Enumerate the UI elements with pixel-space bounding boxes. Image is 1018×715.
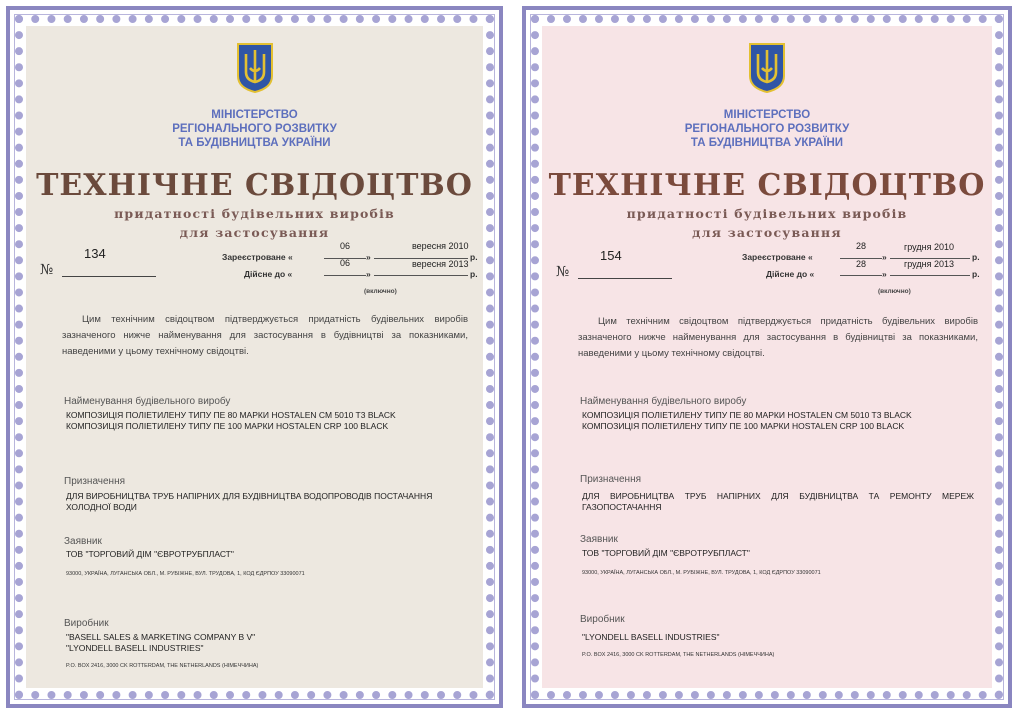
valid-month-year: вересня 2013 [412, 259, 469, 269]
ukraine-trident-emblem-icon [748, 42, 786, 94]
inclusive-note: (включно) [364, 288, 397, 295]
number-underline [62, 276, 156, 277]
inclusive-note: (включно) [878, 288, 911, 295]
purpose-line: ХОЛОДНОЇ ВОДИ [66, 502, 137, 512]
valid-label: Дійсне до « [766, 269, 815, 279]
valid-day-underline [840, 275, 882, 276]
year-suffix: р. [470, 252, 478, 262]
manufacturer-address: P.O. BOX 2416, 3000 CK ROTTERDAM, THE NETHERLANDS (НІМЕЧЧИНА) [66, 663, 259, 669]
ministry-line: РЕГІОНАЛЬНОГО РОЗВИТКУ [684, 123, 850, 135]
quote-mark: » [366, 252, 371, 262]
number-label: № [556, 264, 570, 280]
quote-mark: » [366, 269, 371, 279]
purpose-line: ДЛЯ ВИРОБНИЦТВА ТРУБ НАПІРНИХ ДЛЯ БУДІВНИЦТВА ВОДОПРОВОДІВ ПОСТАЧАННЯ [66, 491, 433, 501]
purpose-text [66, 491, 432, 513]
certificate-right [522, 6, 1012, 708]
manufacturer-heading: Виробник [580, 614, 625, 625]
manufacturer-heading: Виробник [64, 618, 109, 629]
ukraine-trident-emblem-icon [236, 42, 274, 94]
ministry-line: ТА БУДІВНИЦТВА УКРАЇНИ [178, 137, 331, 149]
product-heading: Найменування будівельного виробу [580, 396, 747, 407]
certificate-title: ТЕХНІЧНЕ СВІДОЦТВО [548, 168, 986, 203]
purpose-text [582, 491, 974, 513]
valid-date-underline [890, 275, 970, 276]
quote-mark: » [882, 269, 887, 279]
number-label: № [40, 262, 54, 278]
registered-day: 06 [340, 241, 351, 251]
product-line: КОМПОЗИЦІЯ ПОЛІЕТИЛЕНУ ТИПУ ПЕ 80 МАРКИ HOSTALEN CM 5010 T3 BLACK [582, 410, 912, 420]
product-line: КОМПОЗИЦІЯ ПОЛІЕТИЛЕНУ ТИПУ ПЕ 100 МАРКИ HOSTALEN CRP 100 BLACK [582, 421, 905, 431]
registered-label: Зареєстроване « [222, 252, 293, 262]
applicant-heading: Заявник [64, 536, 102, 547]
manufacturer-names [582, 632, 720, 643]
registered-day: 28 [856, 241, 867, 251]
ministry-name [542, 108, 992, 150]
certificate-paper [26, 26, 483, 688]
quote-mark: » [882, 252, 887, 262]
certificate-subtitle: придатності будівельних виробів [114, 206, 395, 221]
manufacturer-address: P.O. BOX 2416, 3000 CK ROTTERDAM, THE NETHERLANDS (НІМЕЧЧИНА) [582, 652, 775, 658]
ministry-line: ТА БУДІВНИЦТВА УКРАЇНИ [690, 137, 844, 149]
registered-label: Зареєстроване « [742, 252, 813, 262]
purpose-line: ДЛЯ ВИРОБНИЦТВА ТРУБ НАПІРНИХ ДЛЯ БУДІВНИЦТВА ТА РЕМОНТУ МЕРЕЖ [582, 491, 974, 501]
manufacturer-names [66, 632, 255, 654]
certificate-left [6, 6, 503, 708]
valid-day: 28 [856, 259, 867, 269]
purpose-heading: Призначення [64, 476, 126, 487]
registered-month-year: грудня 2010 [904, 242, 955, 252]
purpose-heading: Призначення [580, 474, 642, 485]
product-names [66, 410, 396, 432]
applicant-heading: Заявник [580, 534, 618, 545]
manufacturer-line: "BASELL SALES & MARKETING COMPANY B V" [66, 632, 256, 642]
product-names [582, 410, 912, 432]
ministry-line: МІНІСТЕРСТВО [723, 109, 811, 121]
certificate-number: 154 [600, 248, 622, 263]
certificate-paragraph: Цим технічним свідоцтвом підтверджується придатність будівельних виробів зазначеного нижче найменування для застосування в будівництві за показниками, наведеними у цьому технічному свідоцтві. [62, 314, 468, 357]
product-line: КОМПОЗИЦІЯ ПОЛІЕТИЛЕНУ ТИПУ ПЕ 80 МАРКИ HOSTALEN CM 5010 T3 BLACK [66, 410, 396, 420]
certificate-title: ТЕХНІЧНЕ СВІДОЦТВО [36, 168, 473, 203]
certificate-subtitle: для застосування [692, 225, 842, 240]
year-suffix: р. [972, 269, 980, 279]
registered-month-year: вересня 2010 [412, 241, 469, 251]
ministry-line: МІНІСТЕРСТВО [211, 109, 298, 121]
year-suffix: р. [972, 252, 980, 262]
manufacturer-line: "LYONDELL BASELL INDUSTRIES" [66, 643, 204, 653]
ministry-line: РЕГІОНАЛЬНОГО РОЗВИТКУ [172, 123, 337, 135]
certificate-subtitle: придатності будівельних виробів [626, 206, 908, 221]
valid-date-underline [374, 275, 468, 276]
certificate-subtitle: для застосування [179, 225, 330, 240]
certificate-paper [542, 26, 992, 688]
valid-month-year: грудня 2013 [904, 259, 955, 269]
year-suffix: р. [470, 269, 478, 279]
purpose-line: ГАЗОПОСТАЧАННЯ [582, 502, 662, 512]
applicant-name: ТОВ "ТОРГОВИЙ ДІМ "ЄВРОТРУБПЛАСТ" [582, 548, 750, 558]
certificate-number: 134 [84, 246, 106, 261]
applicant-address: 93000, УКРАЇНА, ЛУГАНСЬКА ОБЛ., М. РУБІЖНЕ, ВУЛ. ТРУДОВА, 1, КОД ЄДРПОУ 33090071 [582, 570, 821, 576]
valid-label: Дійсне до « [244, 269, 293, 279]
applicant-address: 93000, УКРАЇНА, ЛУГАНСЬКА ОБЛ., М. РУБІЖНЕ, ВУЛ. ТРУДОВА, 1, КОД ЄДРПОУ 33090071 [66, 571, 305, 577]
valid-day: 06 [340, 258, 351, 268]
valid-day-underline [324, 275, 366, 276]
applicant-name: ТОВ "ТОРГОВИЙ ДІМ "ЄВРОТРУБПЛАСТ" [66, 549, 234, 559]
product-line: КОМПОЗИЦІЯ ПОЛІЕТИЛЕНУ ТИПУ ПЕ 100 МАРКИ HOSTALEN CRP 100 BLACK [66, 421, 389, 431]
ministry-name [26, 108, 483, 150]
number-underline [578, 278, 672, 279]
certificate-paragraph: Цим технічним свідоцтвом підтверджується придатність будівельних виробів зазначеного нижче найменування для застосування в будівництві за показниками, наведеними у цьому технічному свідоцтві. [578, 316, 978, 359]
manufacturer-line: "LYONDELL BASELL INDUSTRIES" [582, 632, 720, 642]
product-heading: Найменування будівельного виробу [64, 396, 231, 407]
